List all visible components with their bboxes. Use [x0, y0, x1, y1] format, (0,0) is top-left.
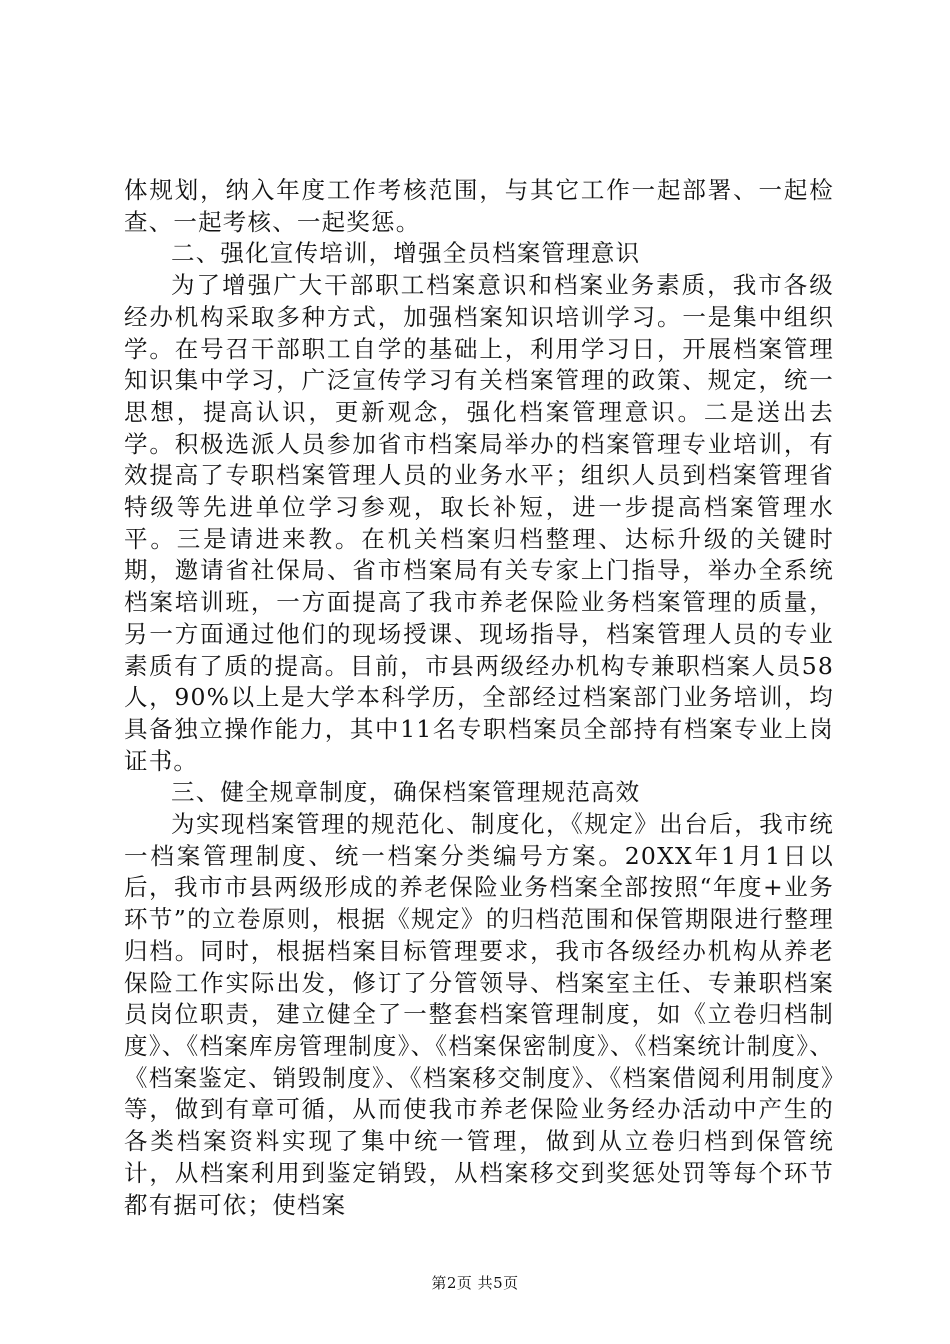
section-heading-3: 三、健全规章制度，确保档案管理规范高效: [171, 778, 641, 807]
document-body: [124, 175, 834, 1221]
page-number-footer: 第2页 共5页: [431, 1274, 519, 1292]
paragraph-regulations: 为实现档案管理的规范化、制度化，《规定》出台后，我市统一档案管理制度、统一档案分类编号方案。20XX年1月1日以后，我市市县两级形成的养老保险业务档案全部按照“年度+业务环节”的立卷原则，根据《规定》的归档范围和保管期限进行整理归档。同时，根据档案目标管理要求，我市各级经办机构从养老保险工作实际出发，修订了分管领导、档案室主任、专兼职档案员岗位职责，建立健全了一整套档案管理制度，如《立卷归档制度》、《档案库房管理制度》、《档案保密制度》、《档案统计制度》、《档案鉴定、销毁制度》、《档案移交制度》、《档案借阅利用制度》等，做到有章可循，从而使我市养老保险业务经办活动中产生的各类档案资料实现了集中统一管理，做到从立卷归档到保管统计，从档案利用到鉴定销毁，从档案移交到奖惩处罚等每个环节都有据可依；使档案: [124, 810, 834, 1219]
paragraph-training: 为了增强广大干部职工档案意识和档案业务素质，我市各级经办机构采取多种方式，加强档案知识培训学习。一是集中组织学。在号召干部职工自学的基础上，利用学习日，开展档案管理知识集中学习，广泛宣传学习有关档案管理的政策、规定，统一思想，提高认识，更新观念，强化档案管理意识。二是送出去学。积极选派人员参加省市档案局举办的档案管理专业培训，有效提高了专职档案管理人员的业务水平；组织人员到档案管理省特级等先进单位学习参观，取长补短，进一步提高档案管理水平。三是请进来教。在机关档案归档整理、达标升级的关键时期，邀请省社保局、省市档案局有关专家上门指导，举办全系统档案培训班，一方面提高了我市养老保险业务档案管理的质量，另一方面通过他们的现场授课、现场指导，档案管理人员的专业素质有了质的提高。目前，市县两级经办机构专兼职档案人员58人，90%以上是大学本科学历，全部经过档案部门业务培训，均具备独立操作能力，其中11名专职档案员全部持有档案专业上岗证书。: [124, 271, 834, 775]
paragraph-continuation: 体规划，纳入年度工作考核范围，与其它工作一起部署、一起检查、一起考核、一起奖惩。: [124, 176, 834, 236]
section-heading-2: 二、强化宣传培训，增强全员档案管理意识: [171, 239, 641, 268]
